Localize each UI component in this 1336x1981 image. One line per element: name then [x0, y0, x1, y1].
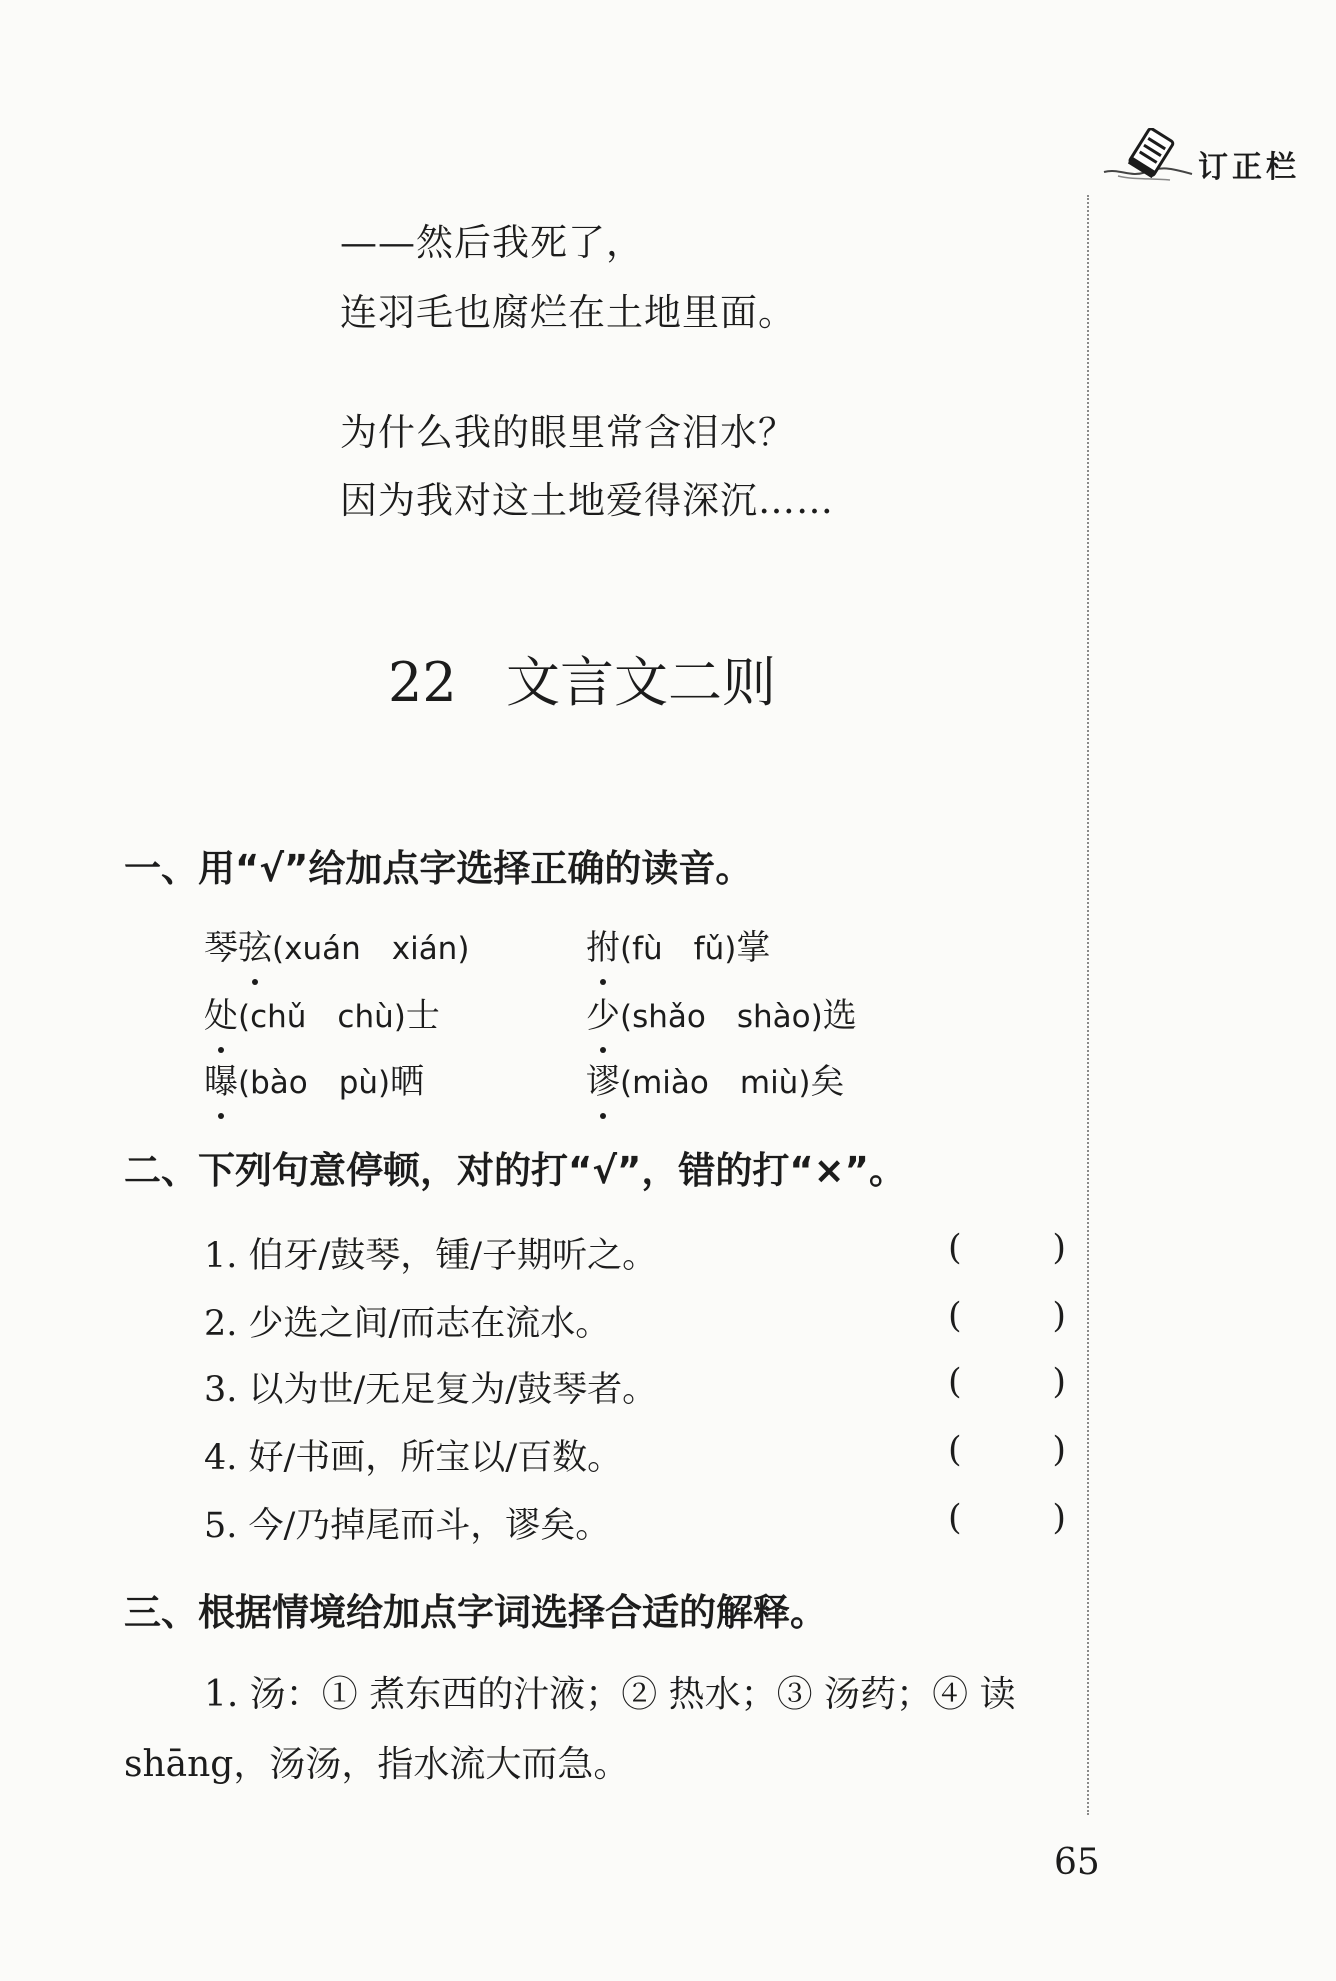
- answer-parentheses[interactable]: ( ): [948, 1362, 1066, 1402]
- pinyin-item: 谬(miào miù)矣: [586, 1054, 844, 1103]
- answer-parentheses[interactable]: ( ): [948, 1296, 1066, 1336]
- dotted-char: 曝: [204, 1054, 238, 1103]
- dotted-char: 谬: [586, 1054, 620, 1103]
- dotted-char: 少: [586, 988, 620, 1037]
- answer-parentheses[interactable]: ( ): [948, 1228, 1066, 1268]
- poem-line: ——然后我死了，: [340, 221, 644, 264]
- pinyin-item: 拊(fù fǔ)掌: [586, 920, 770, 969]
- page-number: 65: [1054, 1842, 1100, 1883]
- judgment-item: 3. 以为世/无足复为/鼓琴者。: [204, 1370, 658, 1410]
- answer-parentheses[interactable]: ( ): [948, 1498, 1066, 1538]
- section3-heading: 三、根据情境给加点字词选择合适的解释。: [124, 1591, 827, 1634]
- correction-column-header: [1100, 128, 1330, 198]
- poem-line: 连羽毛也腐烂在土地里面。: [340, 291, 796, 334]
- dotted-char: 处: [204, 988, 238, 1037]
- dotted-char: 拊: [586, 920, 620, 969]
- section1-heading: 一、用“√”给加点字选择正确的读音。: [124, 847, 753, 890]
- dotted-char: 弦: [238, 920, 272, 969]
- lesson-number: 22: [388, 651, 457, 714]
- pinyin-item: 琴弦(xuán xián): [204, 920, 469, 969]
- lesson-title: [388, 640, 776, 717]
- correction-divider: [1087, 195, 1089, 1815]
- question-text: shāng，汤汤，指水流大而急。: [124, 1744, 630, 1785]
- judgment-item: 5. 今/乃掉尾而斗，谬矣。: [204, 1506, 611, 1546]
- question-text: 1. 汤：① 煮东西的汁液；② 热水；③ 汤药；④ 读: [204, 1674, 1016, 1715]
- pencil-icon: [1100, 128, 1200, 188]
- pinyin-item: 曝(bào pù)晒: [204, 1054, 424, 1103]
- judgment-item: 4. 好/书画，所宝以/百数。: [204, 1438, 623, 1478]
- judgment-item: 1. 伯牙/鼓琴，锺/子期听之。: [204, 1236, 658, 1276]
- lesson-name: 文言文二则: [506, 651, 776, 714]
- pinyin-item: 处(chǔ chù)士: [204, 988, 440, 1037]
- pinyin-item: 少(shǎo shào)选: [586, 988, 857, 1037]
- judgment-item: 2. 少选之间/而志在流水。: [204, 1304, 611, 1344]
- section2-heading: 二、下列句意停顿，对的打“√”，错的打“×”。: [124, 1149, 906, 1192]
- poem-line: 为什么我的眼里常含泪水？: [340, 411, 796, 454]
- answer-parentheses[interactable]: ( ): [948, 1430, 1066, 1470]
- poem-line: 因为我对这土地爱得深沉……: [340, 479, 834, 522]
- correction-label: 订正栏: [1198, 150, 1300, 185]
